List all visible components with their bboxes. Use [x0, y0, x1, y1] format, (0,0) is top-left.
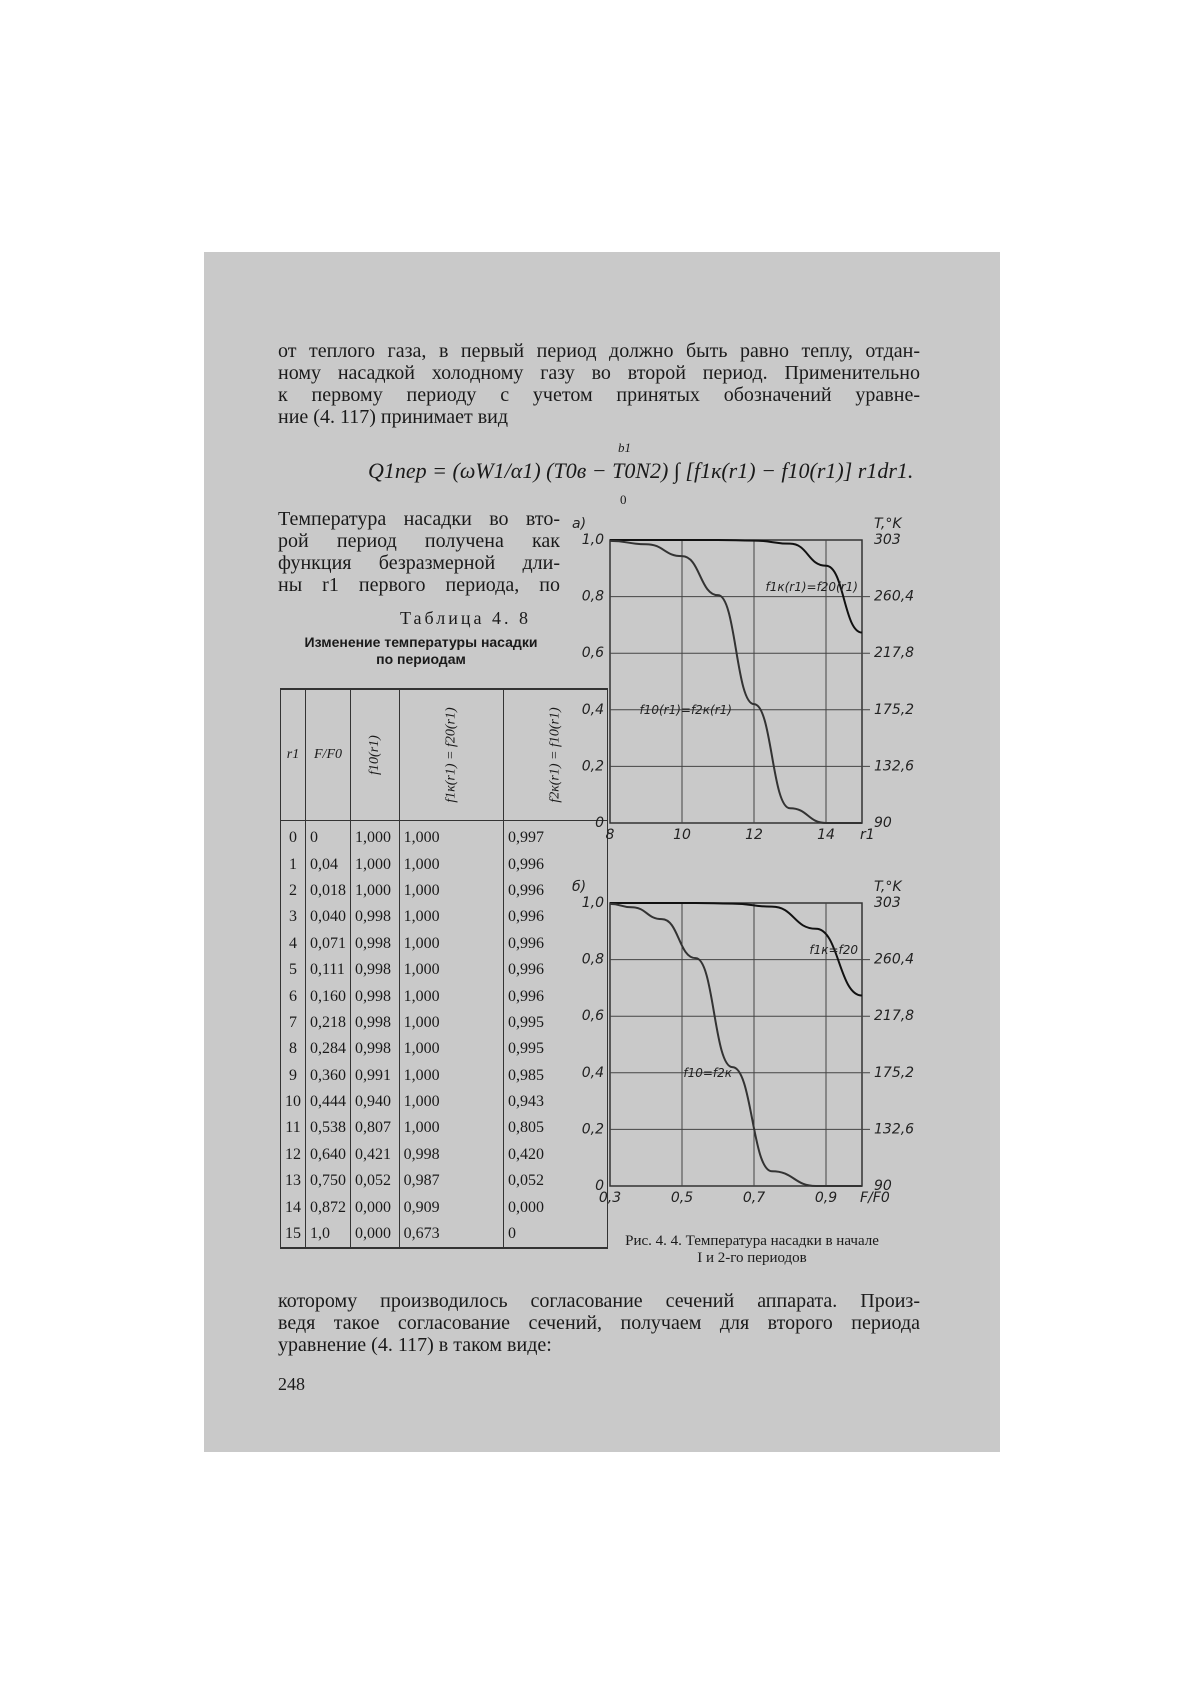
chart-b	[570, 873, 930, 1218]
table-cell: 2	[281, 878, 306, 904]
table-row	[281, 851, 608, 877]
x-tick-label: 0,3	[598, 1190, 622, 1206]
table-row	[281, 1142, 608, 1168]
table-cell: 0,987	[399, 1168, 503, 1194]
integral-lower-limit: 0	[620, 492, 627, 507]
table-row	[281, 1063, 608, 1089]
right-tick-label: 217,8	[874, 1008, 915, 1025]
chart-a	[570, 510, 930, 860]
table-cell: 0	[281, 821, 306, 852]
table-cell: 0,998	[351, 1036, 400, 1062]
table-cell: 1,0	[306, 1221, 351, 1248]
paragraph-side	[278, 508, 560, 596]
table-cell: 0,807	[351, 1115, 400, 1141]
text-line: ние (4. 117) принимает вид	[278, 406, 509, 428]
right-tick-label: 175,2	[874, 701, 915, 718]
annotation-label: f1к=f20	[809, 942, 858, 957]
x-tick-label: 12	[745, 827, 763, 843]
text-line: которому производилось согласование сечений аппарата. Произ-	[278, 1290, 920, 1312]
table-cell: 0,000	[351, 1221, 400, 1248]
text-line: от теплого газа, в первый период должно быть равно теплу, отдан-	[278, 340, 920, 362]
x-tick-label: 0,9	[814, 1190, 838, 1206]
y-tick-label: 0,4	[581, 1064, 604, 1081]
table-row	[281, 1089, 608, 1115]
table-cell: 14	[281, 1194, 306, 1220]
table-cell: 1,000	[399, 1115, 503, 1141]
table-cell: 0,444	[306, 1089, 351, 1115]
table-header-row	[281, 689, 608, 821]
table-cell: 0,750	[306, 1168, 351, 1194]
table-cell: 0,996	[504, 878, 608, 904]
table-row	[281, 878, 608, 904]
table-cell: 1,000	[399, 1089, 503, 1115]
table-cell: 0,998	[351, 983, 400, 1009]
right-axis-label: T,°K	[874, 516, 902, 532]
caption-line: Рис. 4. 4. Температура насадки в начале	[625, 1233, 879, 1249]
table-cell: 0	[306, 821, 351, 852]
figure-caption	[582, 1233, 922, 1267]
table-cell: 7	[281, 1010, 306, 1036]
table-row	[281, 983, 608, 1009]
table-cell: 1,000	[351, 851, 400, 877]
right-tick-label: 217,8	[874, 645, 915, 662]
table-cell: 0,940	[351, 1089, 400, 1115]
y-tick-label: 1,0	[581, 532, 604, 548]
panel-label: б)	[572, 879, 587, 895]
integral-upper-limit: b1	[618, 440, 631, 455]
y-tick-label: 0,2	[581, 758, 604, 775]
right-axis-label: T,°K	[874, 879, 902, 895]
text-line: ны r1 первого периода, по	[278, 574, 560, 596]
caption-line: I и 2-го периодов	[697, 1250, 807, 1266]
table-cell: 1,000	[399, 878, 503, 904]
table-row	[281, 1168, 608, 1194]
table-cell: 0,985	[504, 1063, 608, 1089]
table-cell: 11	[281, 1115, 306, 1141]
table-cell: 1,000	[399, 983, 503, 1009]
table-cell: 0,996	[504, 851, 608, 877]
temperature-table	[280, 688, 608, 1249]
y-tick-label: 1,0	[581, 895, 604, 911]
y-tick-label: 0,8	[581, 588, 604, 605]
table-cell: 0,018	[306, 878, 351, 904]
table-row	[281, 1194, 608, 1220]
table-cell: 0,872	[306, 1194, 351, 1220]
table-row	[281, 821, 608, 852]
annotation-label: f10=f2к	[683, 1065, 732, 1080]
table-cell: 1,000	[399, 821, 503, 852]
formula: Q1пер = (ωW1/α1) (T0в − T0N2) ∫ [f1к(r1) − f10(r1)] r1dr1.	[368, 458, 914, 483]
annotation-label: f10(r1)=f2к(r1)	[639, 702, 732, 717]
table-cell: 0,420	[504, 1142, 608, 1168]
right-tick-label: 303	[874, 895, 901, 911]
table-cell: 1	[281, 851, 306, 877]
header-f1k	[399, 689, 503, 821]
right-tick-label: 260,4	[874, 951, 915, 968]
table-row	[281, 1010, 608, 1036]
table-cell: 0,996	[504, 957, 608, 983]
table-cell: 0,995	[504, 1036, 608, 1062]
caption-line: Изменение температуры насадки	[304, 634, 538, 650]
x-tick-label: 0,5	[670, 1190, 694, 1206]
table-cell: 0,360	[306, 1063, 351, 1089]
header-r1	[281, 689, 306, 821]
table-cell: 1,000	[351, 821, 400, 852]
x-tick-label: 8	[605, 827, 615, 843]
table-cell: 0,071	[306, 931, 351, 957]
table-cell: 1,000	[399, 1063, 503, 1089]
table-row	[281, 1115, 608, 1141]
table-cell: 0	[504, 1221, 608, 1248]
table-cell: 10	[281, 1089, 306, 1115]
table-cell: 4	[281, 931, 306, 957]
table-row	[281, 957, 608, 983]
table-cell: 0,000	[351, 1194, 400, 1220]
header-f10	[351, 689, 400, 821]
table-cell: 0,805	[504, 1115, 608, 1141]
table-cell: 0,111	[306, 957, 351, 983]
table-cell: 6	[281, 983, 306, 1009]
table-cell: 13	[281, 1168, 306, 1194]
table-cell: 0,052	[351, 1168, 400, 1194]
table-cell: 0,640	[306, 1142, 351, 1168]
table-cell: 0,421	[351, 1142, 400, 1168]
y-tick-label: 0	[595, 1178, 604, 1194]
right-tick-label: 175,2	[874, 1064, 915, 1081]
table-caption	[280, 634, 562, 668]
y-tick-label: 0	[595, 815, 604, 831]
right-tick-label: 90	[874, 1178, 892, 1194]
table-cell: 0,991	[351, 1063, 400, 1089]
table-cell: 1,000	[399, 851, 503, 877]
text-line: уравнение (4. 117) в таком виде:	[278, 1334, 552, 1356]
table-cell: 0,000	[504, 1194, 608, 1220]
table-cell: 0,998	[351, 1010, 400, 1036]
table-cell: 0,909	[399, 1194, 503, 1220]
text-line: ведя такое согласование сечений, получаем для второго периода	[278, 1312, 920, 1334]
header-label: r1	[286, 747, 300, 762]
table-cell: 0,943	[504, 1089, 608, 1115]
caption-line: по периодам	[376, 651, 466, 667]
header-label: F/F0	[314, 747, 342, 762]
table-cell: 15	[281, 1221, 306, 1248]
y-tick-label: 0,2	[581, 1121, 604, 1138]
right-tick-label: 132,6	[874, 758, 915, 775]
table-cell: 0,996	[504, 983, 608, 1009]
header-label: f10(r1)	[366, 735, 382, 775]
x-tick-label: 0,7	[742, 1190, 766, 1206]
paragraph-bottom	[278, 1290, 920, 1356]
table-title: Таблица 4. 8	[400, 608, 531, 628]
table-cell: 0,160	[306, 983, 351, 1009]
y-tick-label: 0,6	[581, 645, 604, 662]
table-cell: 3	[281, 904, 306, 930]
text-line: ному насадкой холодному газу во второй период. Применительно	[278, 362, 920, 384]
table-cell: 0,998	[351, 904, 400, 930]
table-cell: 0,998	[351, 931, 400, 957]
table-cell: 0,995	[504, 1010, 608, 1036]
right-tick-label: 90	[874, 815, 892, 831]
table-cell: 0,538	[306, 1115, 351, 1141]
table-cell: 9	[281, 1063, 306, 1089]
right-tick-label: 260,4	[874, 588, 915, 605]
header-label: f1к(r1) = f20(r1)	[443, 707, 459, 803]
table-cell: 0,996	[504, 931, 608, 957]
text-line: к первому периоду с учетом принятых обозначений уравне-	[278, 384, 920, 406]
table-cell: 0,218	[306, 1010, 351, 1036]
table-cell: 0,997	[504, 821, 608, 852]
table-cell: 5	[281, 957, 306, 983]
table-row	[281, 1221, 608, 1248]
table-cell: 0,996	[504, 904, 608, 930]
table-cell: 1,000	[399, 957, 503, 983]
table-cell: 0,052	[504, 1168, 608, 1194]
header-f-ratio	[306, 689, 351, 821]
text-line: рой период получена как	[278, 530, 560, 552]
text-line: функция безразмерной дли-	[278, 552, 560, 574]
table-cell: 0,040	[306, 904, 351, 930]
table-cell: 0,284	[306, 1036, 351, 1062]
table-row	[281, 931, 608, 957]
table-cell: 0,998	[351, 957, 400, 983]
annotation-label: f1к(r1)=f20(r1)	[765, 579, 858, 594]
table-cell: 12	[281, 1142, 306, 1168]
table-cell: 0,04	[306, 851, 351, 877]
table-cell: 1,000	[351, 878, 400, 904]
panel-label: а)	[572, 516, 587, 532]
table-row	[281, 1036, 608, 1062]
paragraph-intro	[278, 340, 920, 428]
x-tick-label: 14	[817, 827, 835, 843]
table-cell: 1,000	[399, 1036, 503, 1062]
right-tick-label: 303	[874, 532, 901, 548]
table-cell: 1,000	[399, 931, 503, 957]
table-cell: 0,673	[399, 1221, 503, 1248]
header-label: f2к(r1) = f10(r1)	[547, 707, 563, 803]
text-line: Температура насадки во вто-	[278, 508, 560, 530]
right-tick-label: 132,6	[874, 1121, 915, 1138]
table-cell: 1,000	[399, 904, 503, 930]
table-cell: 1,000	[399, 1010, 503, 1036]
x-axis-label: F/F0	[860, 1190, 890, 1206]
page-number: 248	[278, 1374, 305, 1394]
y-tick-label: 0,4	[581, 701, 604, 718]
table-row	[281, 904, 608, 930]
table-cell: 0,998	[399, 1142, 503, 1168]
y-tick-label: 0,8	[581, 951, 604, 968]
table-cell: 8	[281, 1036, 306, 1062]
table-body	[281, 821, 608, 1249]
x-axis-label: r1	[860, 827, 875, 843]
x-tick-label: 10	[673, 827, 691, 843]
y-tick-label: 0,6	[581, 1008, 604, 1025]
